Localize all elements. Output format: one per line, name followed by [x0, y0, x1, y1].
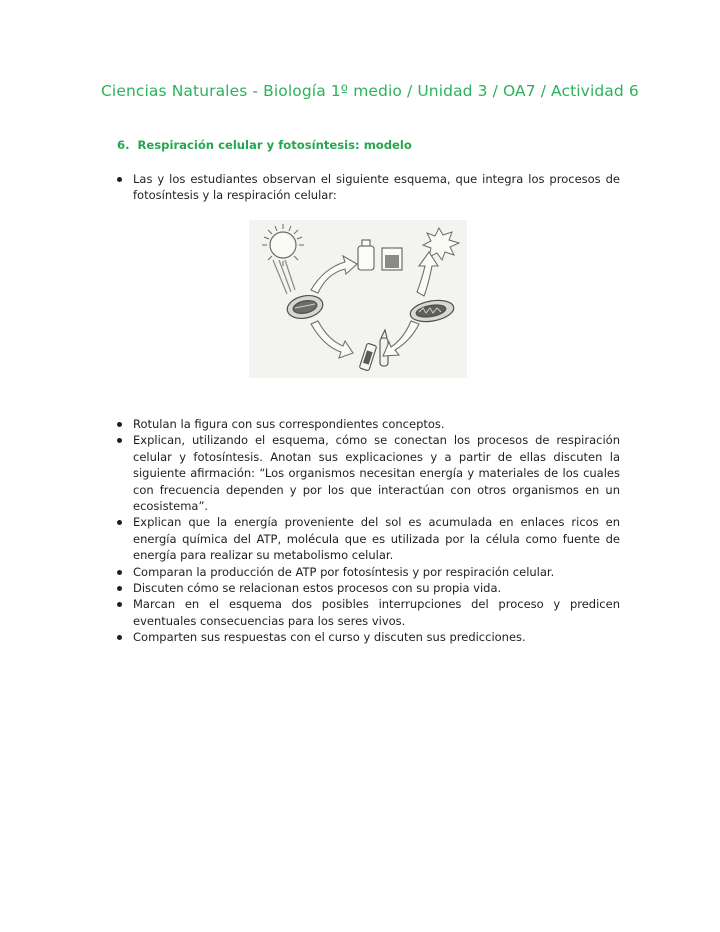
photosynthesis-respiration-diagram — [249, 220, 467, 378]
section-number: 6. — [117, 138, 130, 152]
list-item: Marcan en el esquema dos posibles interrupciones del proceso y predicen eventuales consecuencias para los seres vivos. — [116, 596, 620, 629]
list-item: Comparan la producción de ATP por fotosíntesis y por respiración celular. — [116, 564, 620, 580]
list-item: Explican que la energía proveniente del sol es acumulada en enlaces ricos en energía química del ATP, molécula que es utilizada por la célula como fuente de energía para realizar su metabolismo celular. — [116, 514, 620, 563]
section-title-text: Respiración celular y fotosíntesis: modelo — [137, 138, 412, 152]
section-title — [117, 138, 412, 152]
list-item: Explican, utilizando el esquema, cómo se conectan los procesos de respiración celular y fotosíntesis. Anotan sus explicaciones y a partir de ellas discuten la siguiente afirmación: “Los organismos necesitan energía y materiales de los cuales con frecuencia dependen y por los que interactúan con otros organismos en un ecosistema”. — [116, 432, 620, 514]
list-item: Comparten sus respuestas con el curso y discuten sus predicciones. — [116, 629, 620, 645]
glucose-containers-icon — [358, 240, 402, 270]
chloroplast-icon — [285, 292, 325, 321]
document-header-title: Ciencias Naturales - Biología 1º medio / Unidad 3 / OA7 / Actividad 6 — [101, 82, 639, 100]
cycle-arrow-icon — [311, 321, 353, 358]
activity-list — [116, 416, 620, 646]
cycle-arrow-icon — [383, 321, 419, 356]
mitochondrion-icon — [409, 297, 456, 324]
cycle-arrow-icon — [311, 256, 357, 293]
cycle-arrow-icon — [417, 252, 438, 296]
intro-list — [116, 171, 620, 204]
sun-icon — [262, 224, 304, 294]
atp-battery-icon — [359, 330, 388, 371]
list-item: Las y los estudiantes observan el siguiente esquema, que integra los procesos de fotosíntesis y la respiración celular: — [116, 171, 620, 204]
list-item: Rotulan la figura con sus correspondientes conceptos. — [116, 416, 620, 432]
list-item: Discuten cómo se relacionan estos procesos con su propia vida. — [116, 580, 620, 596]
